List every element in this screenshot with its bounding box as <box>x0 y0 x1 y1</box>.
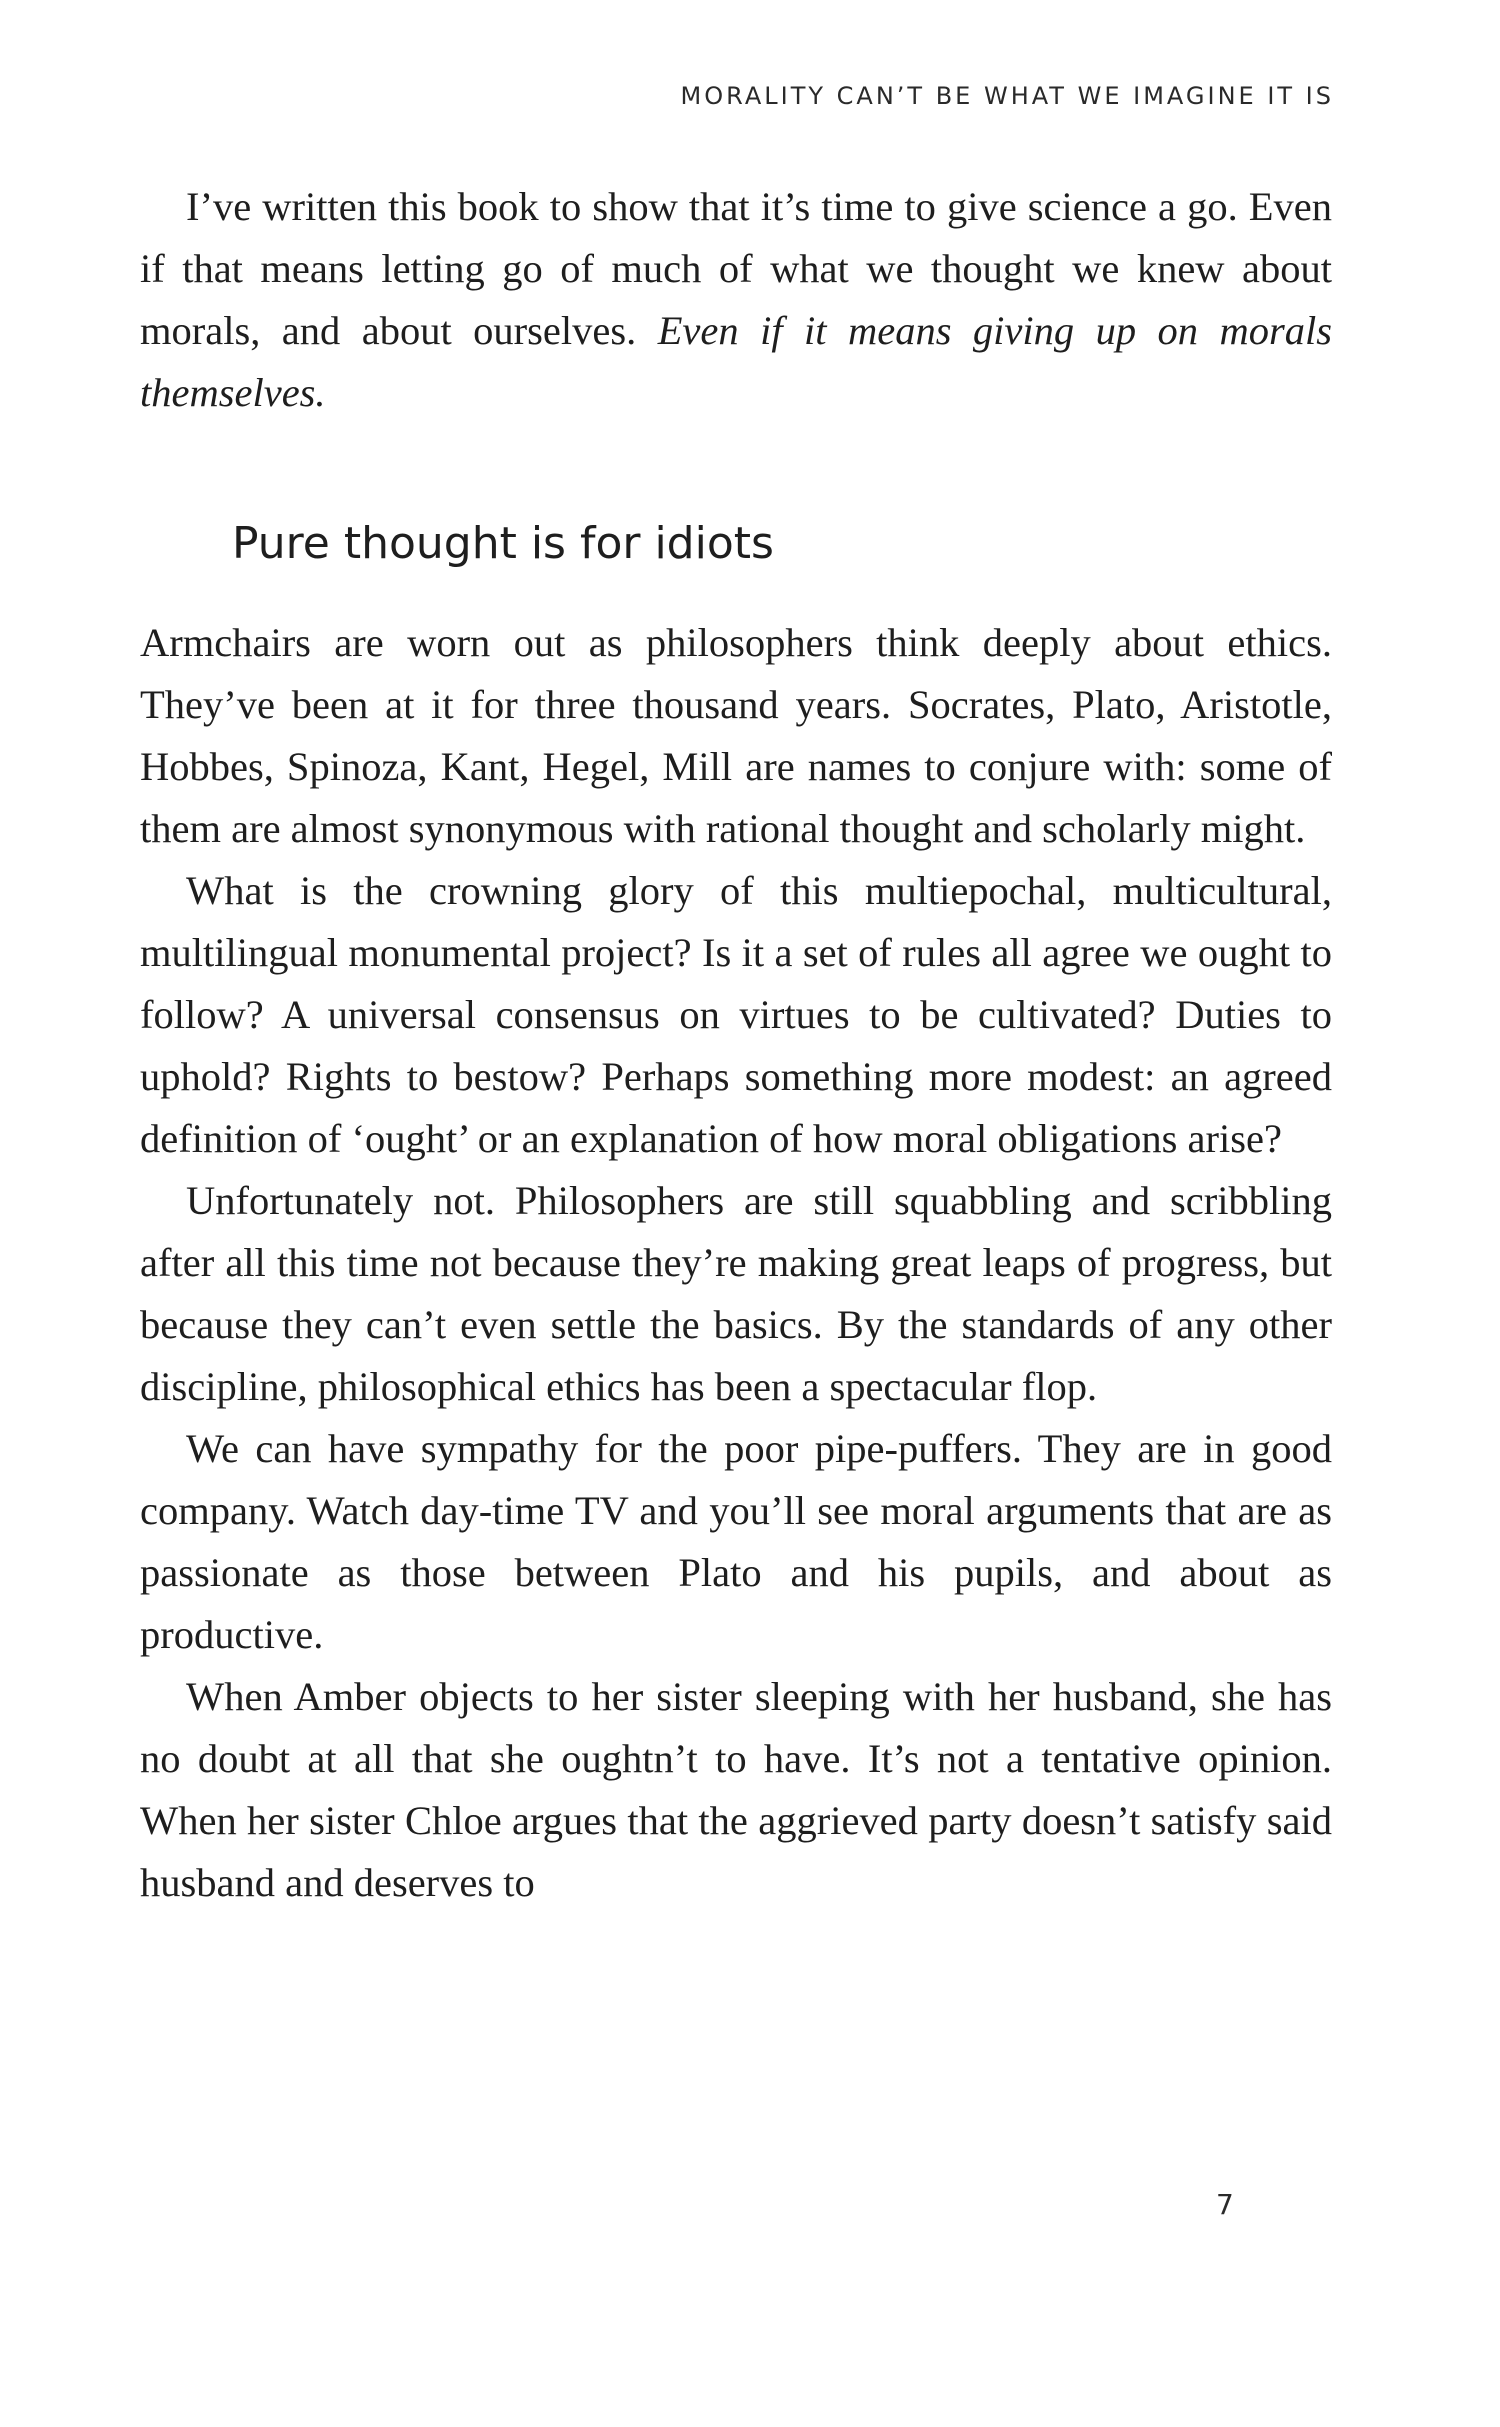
body-paragraph: Unfortunately not. Philosophers are still squabbling and scribbling after all this time not because they’re making great leaps of progress, but because they can’t even settle the basics. By the standards of any other discipline, philosophical ethics has been a spectacular flop. <box>140 1178 1332 1409</box>
section-heading: Pure thought is for idiots <box>232 518 774 569</box>
section-body <box>140 612 1332 1914</box>
body-paragraph: We can have sympathy for the poor pipe-puffers. They are in good company. Watch day-time TV and you’ll see moral arguments that are as passionate as those between Plato and his pupils, and about as productive. <box>140 1426 1332 1657</box>
body-paragraph: What is the crowning glory of this multiepochal, multicultural, multilingual monumental project? Is it a set of rules all agree we ought to follow? A universal consensus on virtues to be cultivated? Duties to uphold? Rights to bestow? Perhaps something more modest: an agreed definition of ‘ought’ or an explanation of how moral obligations arise? <box>140 868 1332 1161</box>
intro-emphasis: Even if it means giving up on morals themselves. <box>140 308 1332 415</box>
intro-text: I’ve written this book to show that it’s time to give science a go. Even if that means letting go of much of what we thought we knew about morals, and about ourselves. <box>140 184 1332 353</box>
body-paragraph: When Amber objects to her sister sleeping with her husband, she has no doubt at all that she oughtn’t to have. It’s not a tentative opinion. When her sister Chloe argues that the aggrieved party doesn’t satisfy said husband and deserves to <box>140 1674 1332 1905</box>
running-head: MORALITY CAN’T BE WHAT WE IMAGINE IT IS <box>680 82 1334 110</box>
page-number: 7 <box>1216 2188 1234 2221</box>
body-paragraph: Armchairs are worn out as philosophers think deeply about ethics. They’ve been at it for three thousand years. Socrates, Plato, Aristotle, Hobbes, Spinoza, Kant, Hegel, Mill are names to conjure with: some of them are almost synonymous with rational thought and scholarly might. <box>140 620 1332 851</box>
intro-paragraph <box>140 176 1332 424</box>
